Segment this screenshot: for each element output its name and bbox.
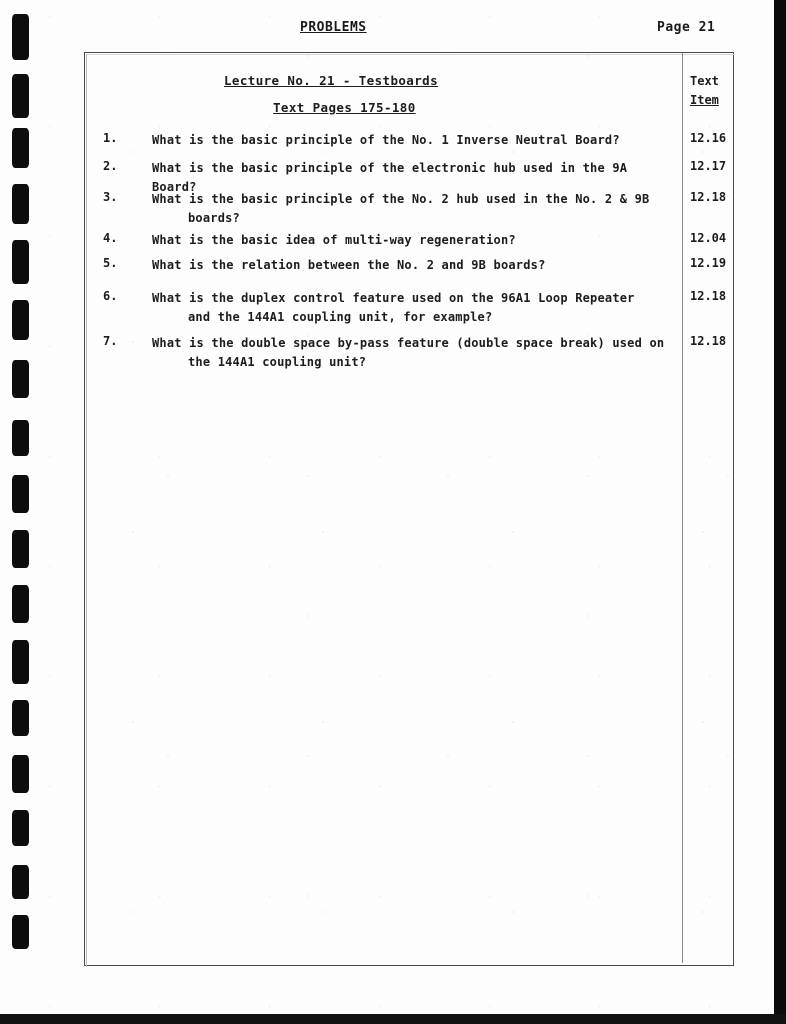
question-text: What is the basic principle of the No. 2 hub used in the No. 2 & 9B boards? bbox=[152, 190, 672, 228]
binder-hole bbox=[12, 700, 29, 736]
binder-hole bbox=[12, 240, 29, 284]
lecture-title: Lecture No. 21 - Testboards bbox=[224, 73, 438, 88]
binder-hole bbox=[12, 585, 29, 623]
question-number: 5. bbox=[103, 256, 118, 270]
question-text: What is the basic idea of multi-way regeneration? bbox=[152, 233, 516, 247]
page-header-title: PROBLEMS bbox=[300, 20, 367, 35]
binder-hole bbox=[12, 360, 29, 398]
scan-right-edge bbox=[774, 0, 786, 1024]
question-text-item: 12.18 bbox=[690, 289, 727, 303]
question-number: 4. bbox=[103, 231, 118, 245]
binder-hole bbox=[12, 74, 29, 118]
question-text: What is the basic principle of the electronic hub used in the 9A Board? bbox=[152, 161, 628, 194]
binder-holes-strip bbox=[8, 14, 42, 974]
binder-hole bbox=[12, 810, 29, 846]
question-text-item: 12.16 bbox=[690, 131, 727, 145]
scan-bottom-edge bbox=[0, 1014, 786, 1024]
question-text: What is the duplex control feature used on the 96A1 Loop Repeater and the 144A1 coupling unit, for example? bbox=[152, 289, 672, 327]
question-text-item: 12.19 bbox=[690, 256, 727, 270]
binder-hole bbox=[12, 128, 29, 168]
question-number: 2. bbox=[103, 159, 118, 173]
question-text-continuation: and the 144A1 coupling unit, for example? bbox=[188, 310, 493, 324]
binder-hole bbox=[12, 475, 29, 513]
question-number: 6. bbox=[103, 289, 118, 303]
page-number-label: Page 21 bbox=[657, 20, 716, 35]
text-item-header-line1: Text bbox=[690, 74, 719, 88]
question-number: 7. bbox=[103, 334, 118, 348]
text-item-column-header bbox=[690, 72, 719, 110]
text-item-header-line2: Item bbox=[690, 93, 719, 107]
text-item-column-rule bbox=[682, 53, 683, 963]
question-text-continuation: the 144A1 coupling unit? bbox=[188, 355, 367, 369]
question-text-item: 12.04 bbox=[690, 231, 727, 245]
binder-hole bbox=[12, 755, 29, 793]
question-text: What is the basic principle of the No. 1 Inverse Neutral Board? bbox=[152, 133, 620, 147]
question-text-continuation: boards? bbox=[188, 211, 240, 225]
binder-hole bbox=[12, 530, 29, 568]
question-text: What is the double space by-pass feature (double space break) used on the 144A1 coupling unit? bbox=[152, 334, 672, 372]
question-number: 3. bbox=[103, 190, 118, 204]
binder-hole bbox=[12, 915, 29, 949]
binder-hole bbox=[12, 865, 29, 899]
question-text-item: 12.18 bbox=[690, 334, 727, 348]
binder-hole bbox=[12, 184, 29, 224]
binder-hole bbox=[12, 420, 29, 456]
question-text-item: 12.18 bbox=[690, 190, 727, 204]
question-number: 1. bbox=[103, 131, 118, 145]
text-pages-subtitle: Text Pages 175-180 bbox=[273, 100, 416, 115]
question-text-item: 12.17 bbox=[690, 159, 727, 173]
binder-hole bbox=[12, 14, 29, 60]
question-text: What is the relation between the No. 2 and 9B boards? bbox=[152, 258, 546, 272]
binder-hole bbox=[12, 640, 29, 684]
binder-hole bbox=[12, 300, 29, 340]
